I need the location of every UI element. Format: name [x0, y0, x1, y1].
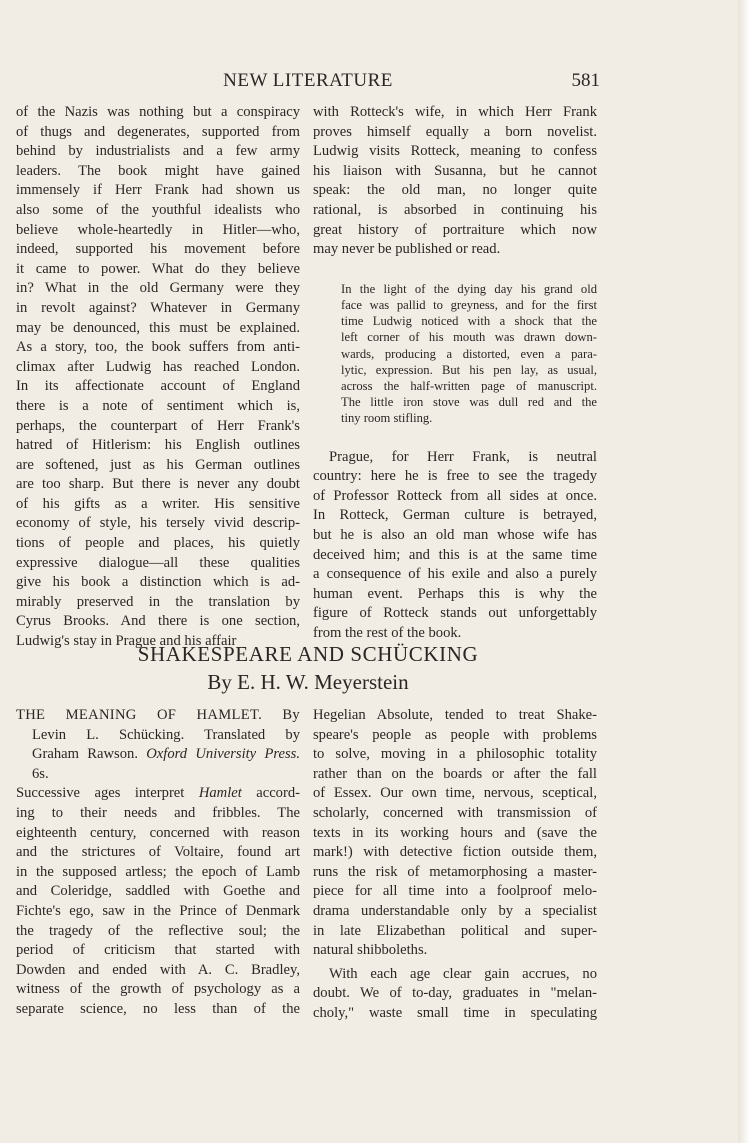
text-line: in? What in the old Germany were they	[16, 280, 300, 297]
text-line: and the strictures of Voltaire, found art	[16, 844, 300, 861]
text-line: may never be published or read.	[313, 241, 501, 258]
text-line: The little iron stove was dull red and the	[341, 395, 597, 410]
text-line: perhaps, the counterpart of Herr Frank's	[16, 417, 300, 434]
text-line: Hegelian Absolute, tended to treat Shake-	[313, 707, 597, 723]
text-line: behind by industrialists and a few army	[16, 143, 300, 160]
text-line: tiny room stifling.	[341, 411, 433, 426]
article-right-column	[313, 706, 597, 1024]
text-line: In the light of the dying day his grand old	[341, 281, 597, 296]
review-right-top	[313, 103, 597, 260]
book-entry	[16, 706, 300, 784]
text-line: With each age clear gain accrues, no	[329, 965, 597, 982]
book-publisher: Oxford University Press.	[146, 746, 300, 763]
text-line: a consequence of his exile and also a purely	[313, 566, 597, 583]
article-left-column	[16, 706, 300, 1020]
page-header	[16, 70, 600, 96]
review-right-bottom	[313, 448, 597, 644]
text-line: of thugs and degenerates, supported from	[16, 123, 300, 140]
text-line: scholarly, concerned with transmission of	[313, 804, 597, 821]
book-translator: Graham Rawson.	[32, 746, 138, 763]
text-line: Fichte's ego, saw in the Prince of Denmark	[16, 902, 300, 919]
text-line: human event. Perhaps this is why the	[313, 585, 597, 602]
text-line: speak: the old man, no longer quite	[313, 182, 597, 199]
text-line: rather than on the boards or after the fall	[313, 765, 597, 782]
text-line: there is a note of sentiment which is,	[16, 397, 300, 414]
text-line: As a story, too, the book suffers from anti-	[16, 339, 300, 356]
text-line: choly," waste small time in speculating	[313, 1004, 597, 1021]
text-line: separate science, no less than of the	[16, 1000, 300, 1017]
running-head: NEW LITERATURE	[223, 70, 393, 91]
text-line: texts in its working hours and (save the	[313, 824, 597, 841]
text-line: mirably preserved in the translation by	[16, 593, 300, 610]
text-line: wards, producing a distorted, even a para-	[341, 346, 597, 361]
review-right-column	[313, 103, 597, 644]
article-first-line: Successive ages interpret Hamlet accord-	[16, 785, 300, 802]
text-line: drama understandable only by a specialist	[313, 902, 597, 919]
article-title: SHAKESPEARE AND SCHÜCKING	[137, 642, 479, 666]
text-line: may be denounced, this must be explained.	[16, 319, 300, 336]
article-byline: By E. H. W. Meyerstein	[207, 670, 409, 694]
text-line: country: here he is free to see the tragedy	[313, 468, 597, 485]
book-title: THE MEANING OF HAMLET. By	[16, 707, 300, 723]
text-line: leaders. The book might have gained	[16, 162, 300, 179]
page-number: 581	[571, 70, 600, 91]
text-line: in the supposed artless; the epoch of Lamb	[16, 863, 300, 880]
text-line: of Professor Rotteck from all sides at once.	[313, 487, 597, 504]
text-line: In Rotteck, German culture is betrayed,	[313, 507, 597, 524]
text-line: in revolt against? Whatever in Germany	[16, 299, 300, 316]
text-line: immensely if Herr Frank had shown us	[16, 182, 300, 199]
text-line: Prague, for Herr Frank, is neutral	[329, 448, 597, 465]
text-line: period of criticism that started with	[16, 942, 300, 959]
text-line: In its affectionate account of England	[16, 378, 300, 395]
text-line: lytic, expression. But his pen lay, as usual,	[341, 362, 597, 377]
text-line: of the Nazis was nothing but a conspiracy	[16, 104, 300, 120]
text-line: natural shibboleths.	[313, 942, 428, 959]
article-right-next	[313, 965, 597, 1024]
text-line: proves himself equally a born novelist.	[313, 123, 597, 140]
text-line: face was pallid to greyness, and for the first	[341, 297, 597, 312]
text-line: from the rest of the book.	[313, 624, 462, 641]
text-line: ing to their needs and fribbles. The	[16, 804, 300, 821]
text-line: Cyrus Brooks. And there is one section,	[16, 613, 300, 630]
text-line: the tragedy of the reflective soul; the	[16, 922, 300, 939]
block-quotation	[341, 281, 597, 427]
text-line: economy of style, his tersely vivid descrip-	[16, 515, 300, 532]
text-line: Ludwig's stay in Prague and his affair	[16, 633, 237, 650]
text-line: great history of portraiture which now	[313, 221, 597, 238]
text-line: but he is also an old man whose wife has	[313, 526, 597, 543]
text-line: in late Elizabethan political and super-	[313, 922, 597, 939]
review-left-column	[16, 103, 300, 652]
book-price: 6s.	[32, 765, 49, 782]
article-left-body	[16, 804, 300, 1020]
text-line: time Ludwig noticed with a shock that the	[341, 314, 597, 329]
text-line: and Coleridge, saddled with Goethe and	[16, 883, 300, 900]
text-line: Dowden and ended with A. C. Bradley,	[16, 961, 300, 978]
hamlet-italic: Hamlet	[198, 785, 242, 802]
text-line: give his book a distinction which is ad-	[16, 574, 300, 591]
text-line: figure of Rotteck stands out unforgettably	[313, 605, 597, 622]
text-line: runs the risk of metamorphosing a master-	[313, 863, 597, 880]
text-line: mark!) with detective fiction outside them,	[313, 844, 597, 861]
text-line: are too sharp. But there is never any doubt	[16, 476, 300, 493]
text-line: left corner of his mouth was drawn down-	[341, 330, 597, 345]
text-line: eighteenth century, concerned with reason	[16, 824, 300, 841]
text-line: of his gifts as a writer. His sensitive	[16, 495, 300, 512]
text-line: indeed, supported his movement before	[16, 241, 300, 258]
text-line: his liaison with Susanna, but he cannot	[313, 162, 597, 179]
text-line: deceived him; and this is at the same time	[313, 546, 597, 563]
text-line: of Essex. Our own time, nervous, sceptical,	[313, 785, 597, 802]
text-line: rational, is absorbed in continuing his	[313, 201, 597, 218]
text-line: expressive dialogue—all these qualities	[16, 554, 300, 571]
text-line: witness of the growth of psychology as a	[16, 981, 300, 998]
text-line: hatred of Hitlerism: his English outlines	[16, 437, 300, 454]
text-line: piece for all time into a foolproof melo-	[313, 883, 597, 900]
text-line: are softened, just as his German outlines	[16, 456, 300, 473]
article-right-body	[313, 706, 597, 961]
text-line: also some of the youthful idealists who	[16, 201, 300, 218]
text-line: to solve, moving in a philosophic totality	[313, 746, 597, 763]
text-line: across the half-written page of manuscript.	[341, 378, 597, 393]
text-line: doubt. We of to-day, graduates in "melan-	[313, 985, 597, 1002]
text-line: climax after Ludwig has reached London.	[16, 358, 300, 375]
book-translator-publisher	[16, 745, 300, 765]
text-line: believe whole-heartedly in Hitler—who,	[16, 221, 300, 238]
text-line: tions of people and places, his quietly	[16, 535, 300, 552]
text-line: speare's people as people with problems	[313, 726, 597, 743]
text-line: Ludwig visits Rotteck, meaning to confess	[313, 143, 597, 160]
book-author: Levin L. Schücking. Translated by	[32, 726, 300, 743]
text-line: with Rotteck's wife, in which Herr Frank	[313, 104, 597, 120]
text-line: it came to power. What do they believe	[16, 260, 300, 277]
